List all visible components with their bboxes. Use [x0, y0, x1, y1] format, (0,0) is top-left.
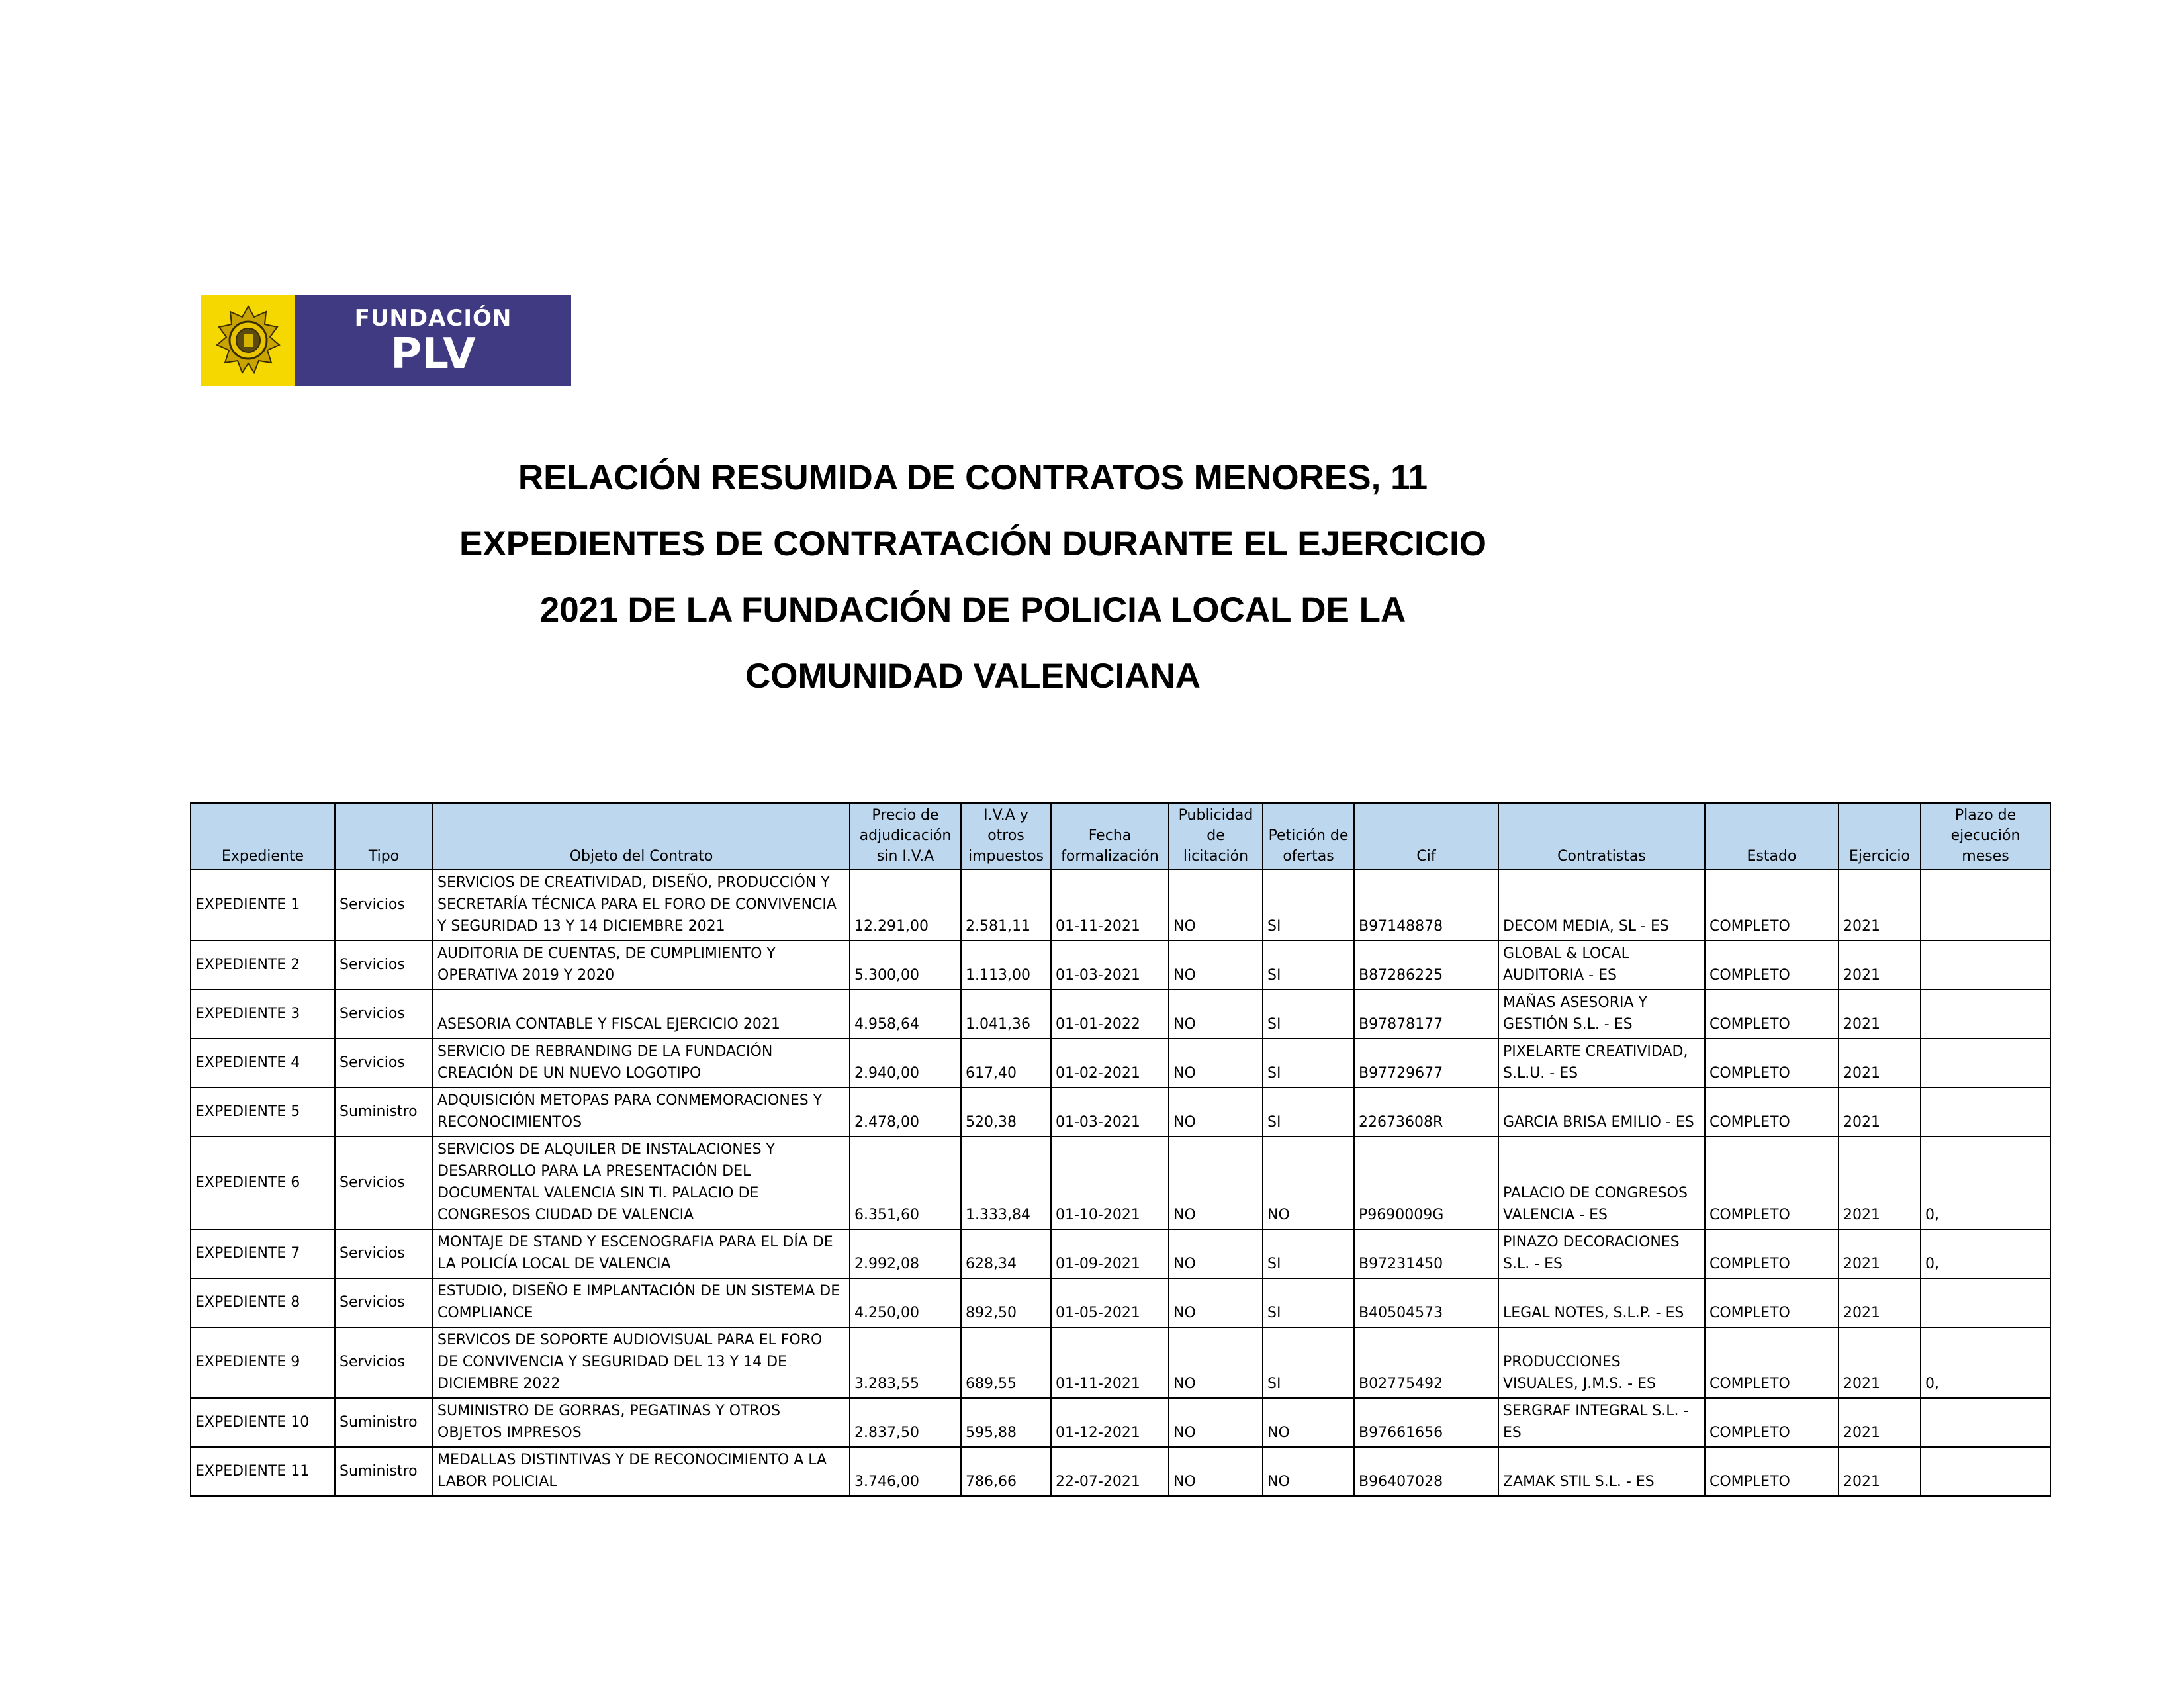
cell-contratistas: SERGRAF INTEGRAL S.L. - ES [1498, 1398, 1705, 1447]
contracts-table-container [190, 802, 2021, 1491]
cell-plazo: 0, [1921, 1229, 2050, 1278]
cell-publicidad: NO [1169, 1039, 1263, 1088]
header-plazo: Plazo de ejecución meses [1921, 803, 2050, 870]
cell-peticion: SI [1263, 870, 1354, 941]
cell-tipo: Servicios [335, 870, 433, 941]
cell-cif: B97661656 [1354, 1398, 1498, 1447]
cell-publicidad: NO [1169, 990, 1263, 1039]
cell-fecha: 01-02-2021 [1051, 1039, 1169, 1088]
cell-precio: 4.250,00 [850, 1278, 961, 1327]
header-objeto: Objeto del Contrato [433, 803, 850, 870]
table-row [191, 1229, 2050, 1278]
table-row [191, 990, 2050, 1039]
cell-expediente: EXPEDIENTE 7 [191, 1229, 335, 1278]
cell-objeto: ESTUDIO, DISEÑO E IMPLANTACIÓN DE UN SISTEMA DE COMPLIANCE [433, 1278, 850, 1327]
cell-tipo: Servicios [335, 1039, 433, 1088]
cell-contratistas: ZAMAK STIL S.L. - ES [1498, 1447, 1705, 1496]
cell-expediente: EXPEDIENTE 8 [191, 1278, 335, 1327]
cell-fecha: 01-11-2021 [1051, 870, 1169, 941]
cell-tipo: Servicios [335, 941, 433, 990]
cell-estado: COMPLETO [1705, 1137, 1839, 1229]
cell-estado: COMPLETO [1705, 1327, 1839, 1398]
document-title [357, 445, 1588, 710]
cell-estado: COMPLETO [1705, 1088, 1839, 1137]
cell-plazo [1921, 1039, 2050, 1088]
cell-peticion: SI [1263, 1229, 1354, 1278]
cell-precio: 12.291,00 [850, 870, 961, 941]
cell-objeto: SUMINISTRO DE GORRAS, PEGATINAS Y OTROS OBJETOS IMPRESOS [433, 1398, 850, 1447]
cell-tipo: Suministro [335, 1447, 433, 1496]
title-line-1: RELACIÓN RESUMIDA DE CONTRATOS MENORES, 11 [518, 458, 1428, 497]
cell-contratistas: DECOM MEDIA, SL - ES [1498, 870, 1705, 941]
cell-ejercicio: 2021 [1839, 1327, 1921, 1398]
header-tipo: Tipo [335, 803, 433, 870]
table-row [191, 1137, 2050, 1229]
cell-cif: P9690009G [1354, 1137, 1498, 1229]
cell-iva: 1.113,00 [961, 941, 1051, 990]
cell-fecha: 01-01-2022 [1051, 990, 1169, 1039]
cell-ejercicio: 2021 [1839, 1229, 1921, 1278]
title-line-4: COMUNIDAD VALENCIANA [745, 657, 1201, 696]
cell-cif: 22673608R [1354, 1088, 1498, 1137]
cell-objeto: SERVICIOS DE CREATIVIDAD, DISEÑO, PRODUCCIÓN Y SECRETARÍA TÉCNICA PARA EL FORO DE CONVIVENCIA Y SEGURIDAD 13 Y 14 DICIEMBRE 2021 [433, 870, 850, 941]
header-publicidad: Publicidad de licitación [1169, 803, 1263, 870]
cell-cif: B97878177 [1354, 990, 1498, 1039]
table-row [191, 1278, 2050, 1327]
cell-objeto: SERVICIO DE REBRANDING DE LA FUNDACIÓN CREACIÓN DE UN NUEVO LOGOTIPO [433, 1039, 850, 1088]
logo-text-line2: PLV [390, 330, 476, 379]
cell-contratistas: GLOBAL & LOCAL AUDITORIA - ES [1498, 941, 1705, 990]
table-row [191, 1398, 2050, 1447]
cell-plazo [1921, 1088, 2050, 1137]
cell-objeto: ASESORIA CONTABLE Y FISCAL EJERCICIO 2021 [433, 990, 850, 1039]
title-line-2: EXPEDIENTES DE CONTRATACIÓN DURANTE EL EJERCICIO [459, 524, 1486, 563]
cell-plazo [1921, 1278, 2050, 1327]
cell-objeto: MEDALLAS DISTINTIVAS Y DE RECONOCIMIENTO A LA LABOR POLICIAL [433, 1447, 850, 1496]
cell-cif: B40504573 [1354, 1278, 1498, 1327]
cell-iva: 892,50 [961, 1278, 1051, 1327]
cell-fecha: 01-11-2021 [1051, 1327, 1169, 1398]
cell-plazo: 0, [1921, 1137, 2050, 1229]
cell-cif: B02775492 [1354, 1327, 1498, 1398]
cell-fecha: 01-12-2021 [1051, 1398, 1169, 1447]
cell-publicidad: NO [1169, 1447, 1263, 1496]
cell-expediente: EXPEDIENTE 6 [191, 1137, 335, 1229]
title-line-3: 2021 DE LA FUNDACIÓN DE POLICIA LOCAL DE LA [539, 590, 1406, 630]
header-iva: I.V.A y otros impuestos [961, 803, 1051, 870]
cell-publicidad: NO [1169, 1398, 1263, 1447]
cell-objeto: ADQUISICIÓN METOPAS PARA CONMEMORACIONES Y RECONOCIMIENTOS [433, 1088, 850, 1137]
cell-objeto: AUDITORIA DE CUENTAS, DE CUMPLIMIENTO Y OPERATIVA 2019 Y 2020 [433, 941, 850, 990]
table-row [191, 1088, 2050, 1137]
cell-contratistas: PRODUCCIONES VISUALES, J.M.S. - ES [1498, 1327, 1705, 1398]
cell-expediente: EXPEDIENTE 2 [191, 941, 335, 990]
cell-cif: B96407028 [1354, 1447, 1498, 1496]
cell-peticion: SI [1263, 1278, 1354, 1327]
cell-plazo [1921, 870, 2050, 941]
cell-publicidad: NO [1169, 1088, 1263, 1137]
cell-estado: COMPLETO [1705, 990, 1839, 1039]
cell-precio: 3.746,00 [850, 1447, 961, 1496]
cell-tipo: Suministro [335, 1398, 433, 1447]
cell-estado: COMPLETO [1705, 1229, 1839, 1278]
logo-text-line1: FUNDACIÓN [354, 305, 512, 332]
cell-expediente: EXPEDIENTE 3 [191, 990, 335, 1039]
cell-precio: 3.283,55 [850, 1327, 961, 1398]
cell-iva: 520,38 [961, 1088, 1051, 1137]
header-fecha: Fecha formalización [1051, 803, 1169, 870]
cell-expediente: EXPEDIENTE 1 [191, 870, 335, 941]
cell-precio: 4.958,64 [850, 990, 961, 1039]
table-row [191, 1327, 2050, 1398]
cell-iva: 617,40 [961, 1039, 1051, 1088]
cell-iva: 595,88 [961, 1398, 1051, 1447]
cell-expediente: EXPEDIENTE 11 [191, 1447, 335, 1496]
cell-estado: COMPLETO [1705, 870, 1839, 941]
cell-ejercicio: 2021 [1839, 1039, 1921, 1088]
cell-tipo: Servicios [335, 990, 433, 1039]
cell-tipo: Servicios [335, 1327, 433, 1398]
header-expediente: Expediente [191, 803, 335, 870]
cell-iva: 689,55 [961, 1327, 1051, 1398]
header-ejercicio: Ejercicio [1839, 803, 1921, 870]
cell-publicidad: NO [1169, 1229, 1263, 1278]
cell-objeto: SERVICIOS DE ALQUILER DE INSTALACIONES Y DESARROLLO PARA LA PRESENTACIÓN DEL DOCUMENTAL VALENCIA SIN TI. PALACIO DE CONGRESOS CIUDAD DE VALENCIA [433, 1137, 850, 1229]
header-precio: Precio de adjudicación sin I.V.A [850, 803, 961, 870]
cell-peticion: SI [1263, 1039, 1354, 1088]
cell-ejercicio: 2021 [1839, 870, 1921, 941]
table-row [191, 941, 2050, 990]
cell-peticion: NO [1263, 1398, 1354, 1447]
table-row [191, 1447, 2050, 1496]
cell-iva: 2.581,11 [961, 870, 1051, 941]
table-row [191, 1039, 2050, 1088]
cell-tipo: Servicios [335, 1137, 433, 1229]
cell-peticion: NO [1263, 1137, 1354, 1229]
cell-publicidad: NO [1169, 1327, 1263, 1398]
cell-contratistas: MAÑAS ASESORIA Y GESTIÓN S.L. - ES [1498, 990, 1705, 1039]
cell-peticion: SI [1263, 1088, 1354, 1137]
cell-tipo: Suministro [335, 1088, 433, 1137]
cell-precio: 2.992,08 [850, 1229, 961, 1278]
logo-text-box [295, 295, 571, 386]
cell-expediente: EXPEDIENTE 4 [191, 1039, 335, 1088]
cell-iva: 628,34 [961, 1229, 1051, 1278]
cell-publicidad: NO [1169, 941, 1263, 990]
header-peticion: Petición de ofertas [1263, 803, 1354, 870]
header-cif: Cif [1354, 803, 1498, 870]
cell-publicidad: NO [1169, 1137, 1263, 1229]
table-row [191, 870, 2050, 941]
cell-fecha: 01-09-2021 [1051, 1229, 1169, 1278]
cell-cif: B97729677 [1354, 1039, 1498, 1088]
cell-precio: 2.940,00 [850, 1039, 961, 1088]
table-header-row [191, 803, 2050, 870]
cell-fecha: 01-03-2021 [1051, 1088, 1169, 1137]
cell-estado: COMPLETO [1705, 1278, 1839, 1327]
cell-precio: 5.300,00 [850, 941, 961, 990]
cell-estado: COMPLETO [1705, 1398, 1839, 1447]
cell-contratistas: LEGAL NOTES, S.L.P. - ES [1498, 1278, 1705, 1327]
cell-peticion: SI [1263, 1327, 1354, 1398]
cell-fecha: 01-10-2021 [1051, 1137, 1169, 1229]
cell-cif: B97148878 [1354, 870, 1498, 941]
cell-ejercicio: 2021 [1839, 1137, 1921, 1229]
cell-iva: 1.333,84 [961, 1137, 1051, 1229]
cell-contratistas: GARCIA BRISA EMILIO - ES [1498, 1088, 1705, 1137]
cell-plazo: 0, [1921, 1327, 2050, 1398]
cell-ejercicio: 2021 [1839, 1088, 1921, 1137]
cell-publicidad: NO [1169, 870, 1263, 941]
cell-precio: 2.478,00 [850, 1088, 961, 1137]
cell-objeto: SERVICOS DE SOPORTE AUDIOVISUAL PARA EL FORO DE CONVIVENCIA Y SEGURIDAD DEL 13 Y 14 DE DICIEMBRE 2022 [433, 1327, 850, 1398]
cell-expediente: EXPEDIENTE 9 [191, 1327, 335, 1398]
cell-estado: COMPLETO [1705, 1039, 1839, 1088]
cell-contratistas: PALACIO DE CONGRESOS VALENCIA - ES [1498, 1137, 1705, 1229]
cell-peticion: NO [1263, 1447, 1354, 1496]
cell-ejercicio: 2021 [1839, 941, 1921, 990]
cell-ejercicio: 2021 [1839, 1278, 1921, 1327]
cell-plazo [1921, 941, 2050, 990]
cell-peticion: SI [1263, 941, 1354, 990]
cell-contratistas: PIXELARTE CREATIVIDAD, S.L.U. - ES [1498, 1039, 1705, 1088]
cell-estado: COMPLETO [1705, 941, 1839, 990]
cell-fecha: 01-03-2021 [1051, 941, 1169, 990]
cell-iva: 1.041,36 [961, 990, 1051, 1039]
cell-expediente: EXPEDIENTE 10 [191, 1398, 335, 1447]
cell-publicidad: NO [1169, 1278, 1263, 1327]
contracts-table [190, 802, 2051, 1497]
cell-peticion: SI [1263, 990, 1354, 1039]
fundacion-plv-logo [201, 295, 571, 386]
cell-ejercicio: 2021 [1839, 1447, 1921, 1496]
cell-ejercicio: 2021 [1839, 1398, 1921, 1447]
table-body [191, 870, 2050, 1496]
cell-fecha: 01-05-2021 [1051, 1278, 1169, 1327]
cell-tipo: Servicios [335, 1229, 433, 1278]
cell-precio: 6.351,60 [850, 1137, 961, 1229]
cell-cif: B97231450 [1354, 1229, 1498, 1278]
cell-contratistas: PINAZO DECORACIONES S.L. - ES [1498, 1229, 1705, 1278]
cell-objeto: MONTAJE DE STAND Y ESCENOGRAFIA PARA EL DÍA DE LA POLICÍA LOCAL DE VALENCIA [433, 1229, 850, 1278]
cell-expediente: EXPEDIENTE 5 [191, 1088, 335, 1137]
header-contratistas: Contratistas [1498, 803, 1705, 870]
cell-plazo [1921, 1447, 2050, 1496]
cell-plazo [1921, 990, 2050, 1039]
cell-fecha: 22-07-2021 [1051, 1447, 1169, 1496]
police-badge-icon [201, 295, 295, 386]
header-estado: Estado [1705, 803, 1839, 870]
cell-tipo: Servicios [335, 1278, 433, 1327]
cell-iva: 786,66 [961, 1447, 1051, 1496]
cell-precio: 2.837,50 [850, 1398, 961, 1447]
cell-plazo [1921, 1398, 2050, 1447]
cell-ejercicio: 2021 [1839, 990, 1921, 1039]
cell-cif: B87286225 [1354, 941, 1498, 990]
cell-estado: COMPLETO [1705, 1447, 1839, 1496]
